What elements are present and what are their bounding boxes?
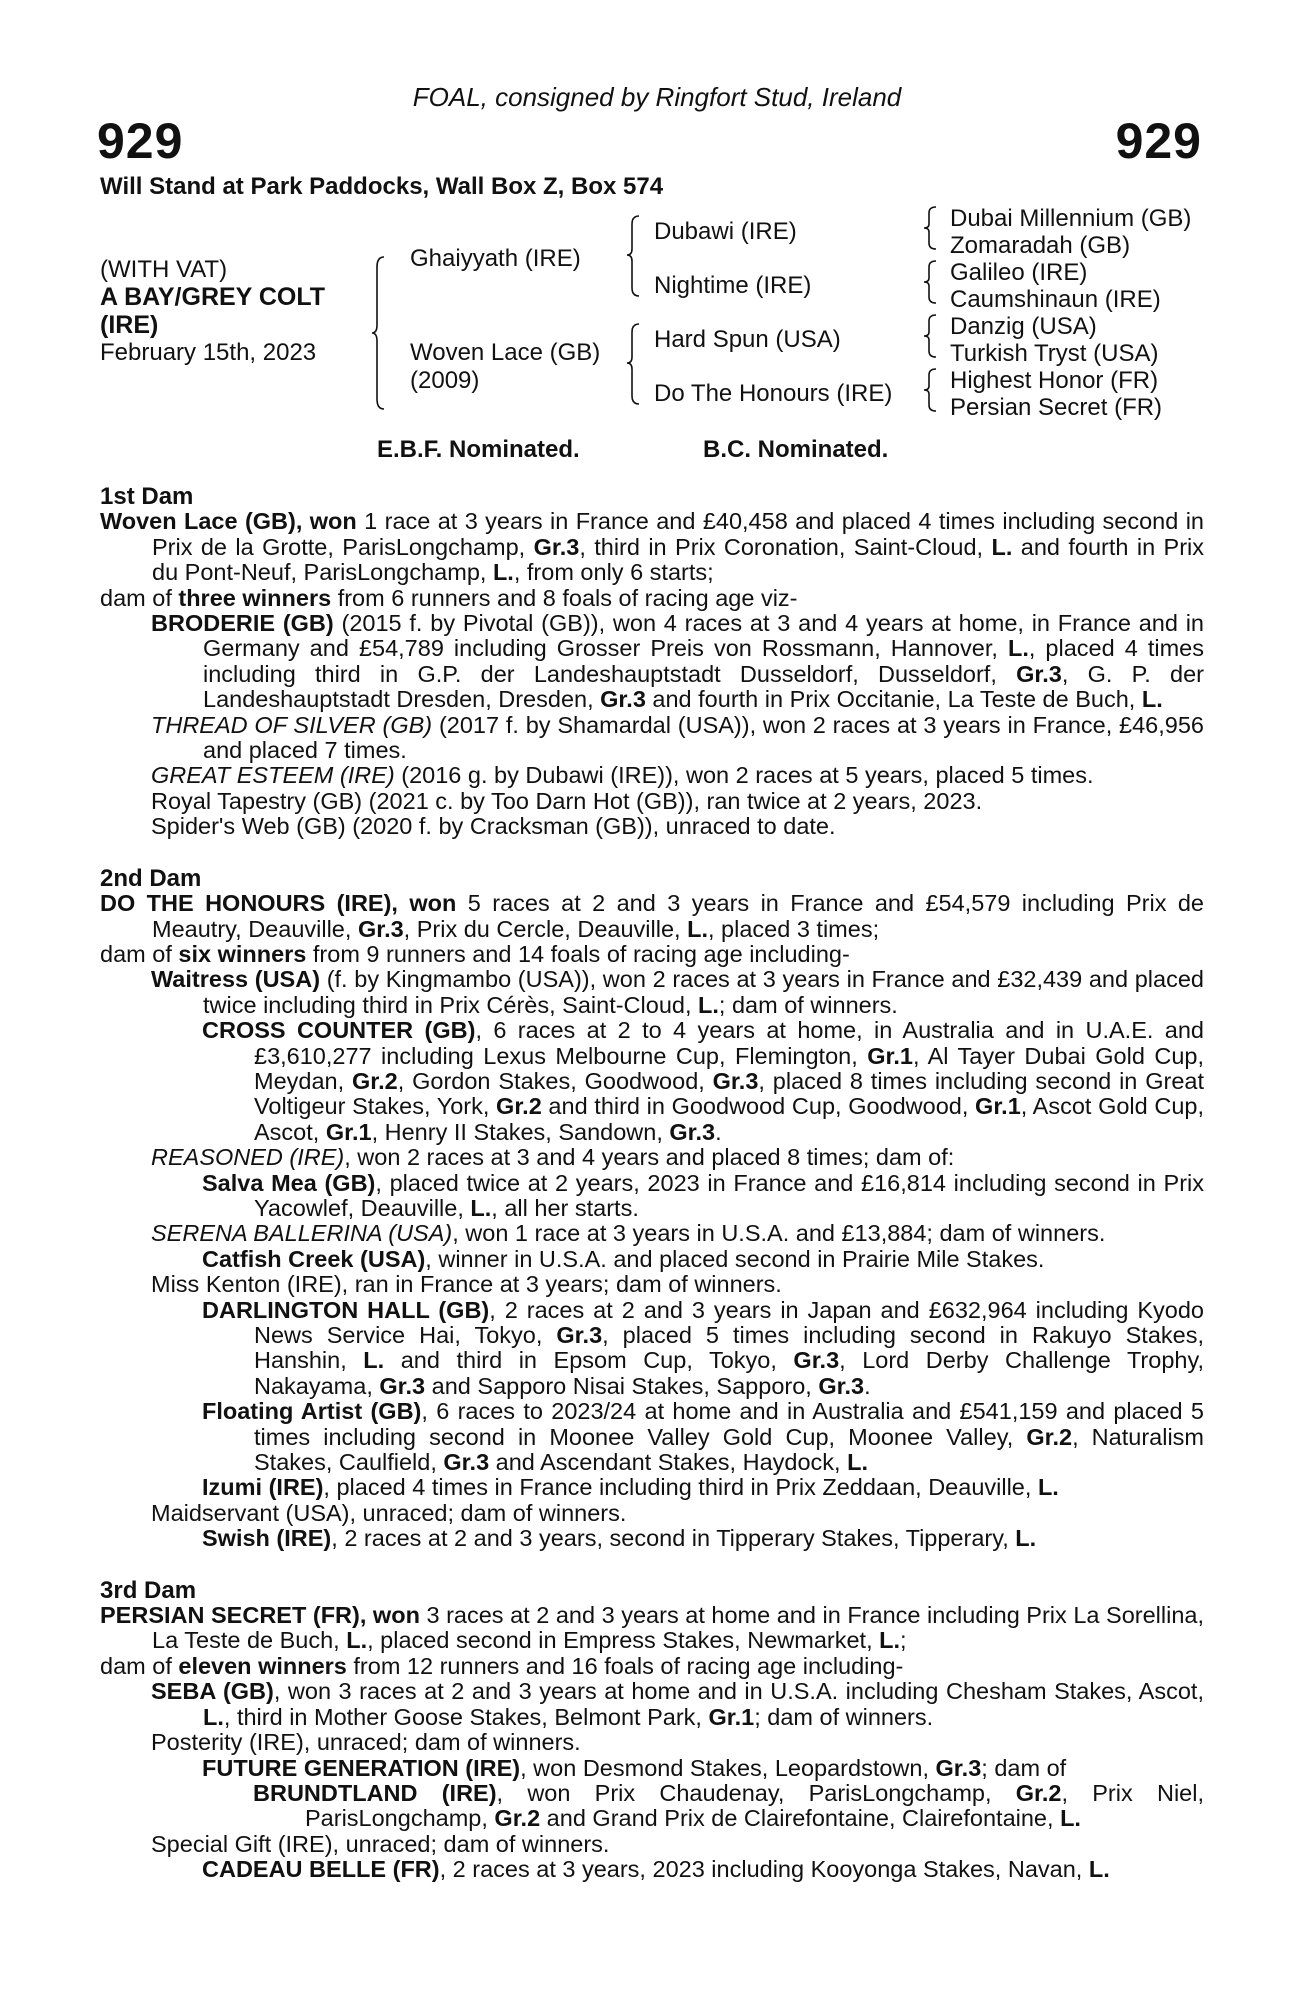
entry-text: , Prix Niel, ParisLongchamp, [305,1779,1204,1832]
pedigree-bracket-g3 [924,313,938,361]
entry-text: 1 race at 3 years in France and £40,458 and placed 4 times including second in Prix de la Grotte, ParisLongchamp, [152,508,1204,560]
family-entry [100,611,1204,713]
entry-text: Gr.2 [1015,1779,1062,1806]
entry-text: Gr.2 [496,1093,542,1120]
pedigree-dam-sire: Hard Spun (USA) [654,326,841,353]
pedigree-sire: Ghaiyyath (IRE) [410,245,581,272]
entry-text: , 2 races at 2 and 3 years in Japan and £632,964 including Kyodo News Service Hai, Tokyo, [254,1296,1204,1348]
foaling-date: February 15th, 2023 [100,339,317,366]
pedigree-g8: Persian Secret (FR) [950,394,1163,421]
entry-text: . [715,1118,722,1145]
entry-text: from 12 runners and 16 foals of racing age including- [346,1652,904,1679]
family-entry [100,1171,1204,1222]
entry-text: , placed twice at 2 years, 2023 in France and £16,814 including second in Prix Yacowlef, Deauville, [254,1169,1204,1221]
family-entry [100,1832,1204,1857]
entry-text: BRODERIE (GB) [151,610,334,637]
entry-text: Gr.3 [600,686,646,713]
entry-text: (2015 f. by Pivotal (GB)), won 4 races at 3 and 4 years at home, in France and in Germany and £54,789 including Grosser Preis von Rossmann, Hannover, [203,610,1204,662]
entry-text: , 6 races at 2 to 4 years at home, in Australia and in U.A.E. and £3,610,277 including Lexus Melbourne Cup, Flemington, [254,1017,1204,1069]
horse-description: A BAY/GREY COLT [100,283,326,311]
entry-text: , G. P. der Landeshauptstadt Dresden, Dresden, [203,660,1204,713]
entry-text: Gr.3 [443,1449,490,1476]
pedigree-bracket-g4 [924,367,938,415]
section-gap [100,840,1204,866]
entry-text: L. [991,533,1013,560]
entry-text: Gr.3 [533,533,580,560]
entry-text: , won 2 races at 3 and 4 years and placed 8 times; dam of: [344,1144,955,1171]
entry-text: (2016 g. by Dubawi (IRE)), won 2 races at 5 years, placed 5 times. [394,762,1094,789]
entry-text: L. [1015,1525,1037,1552]
family-entry [100,1781,1204,1832]
entry-text: FUTURE GENERATION (IRE) [202,1754,521,1781]
entry-text: , won 3 races at 2 and 3 years at home and in U.S.A. including Chesham Stakes, Ascot, [273,1678,1204,1705]
entry-text: BRUNDTLAND (IRE) [253,1779,497,1806]
entry-text: , third in Mother Goose Stakes, Belmont Park, [223,1703,709,1730]
family-entry [100,1145,1204,1170]
pedigree-bracket-dam [627,322,641,408]
entry-text: and Sapporo Nisai Stakes, Sapporo, [425,1372,819,1399]
entry-text: Catfish Creek (USA) [202,1245,426,1272]
pedigree-sire-dam: Nightime (IRE) [654,272,812,299]
bc-nomination: B.C. Nominated. [703,436,889,463]
entry-text: DO THE HONOURS (IRE), won [100,890,457,917]
family-entry [100,586,1204,611]
entry-text: , winner in U.S.A. and placed second in Prairie Mile Stakes. [425,1245,1045,1272]
entry-text: , placed 8 times including second in Great Voltigeur Stakes, York, [254,1067,1204,1120]
entry-text: , Al Tayer Dubai Gold Cup, Meydan, [254,1042,1204,1094]
entry-text: Gr.3 [669,1118,716,1145]
pedigree-g1: Dubai Millennium (GB) [950,205,1192,232]
family-entry [100,1679,1204,1730]
entry-text: ; dam of [981,1754,1067,1781]
entry-text: Royal Tapestry (GB) (2021 c. by Too Darn Hot (GB)), ran twice at 2 years, 2023. [151,787,983,814]
family-entry [100,509,1204,585]
entry-text: Izumi (IRE) [202,1474,324,1501]
entry-text: and fourth in Prix Occitanie, La Teste de Buch, [645,686,1142,713]
family-entry [100,1221,1204,1246]
family-entry [100,1730,1204,1755]
entry-text: dam of [100,940,179,967]
entry-text: Gr.2 [494,1805,541,1832]
entry-text: Gr.3 [379,1372,426,1399]
section-heading: 2nd Dam [100,864,202,892]
entry-text: ; dam of winners. [718,991,898,1018]
entry-text: and fourth in Prix du Pont-Neuf, ParisLongchamp, [152,533,1204,586]
entry-text: three winners [178,584,332,611]
entry-text: L. [492,559,514,586]
entry-text: Gr.3 [935,1754,982,1781]
entry-text: Miss Kenton (IRE), ran in France at 3 years; dam of winners. [151,1271,782,1298]
entry-text: Gr.1 [325,1118,372,1145]
entry-text: and third in Goodwood Cup, Goodwood, [541,1093,976,1120]
pedigree-g3: Galileo (IRE) [950,259,1088,286]
entry-text: THREAD OF SILVER (GB) [151,711,433,738]
entry-text: , Henry II Stakes, Sandown, [371,1118,670,1145]
pedigree-dam-dam: Do The Honours (IRE) [654,380,893,407]
family-entry [100,1272,1204,1297]
family-entry [100,1857,1204,1882]
entry-text: , placed 4 times including third in G.P. der Landeshauptstadt Dusseldorf, Dusseldorf, [203,635,1204,687]
entry-text: Gr.3 [818,1372,865,1399]
entry-text: from 9 runners and 14 foals of racing age including- [306,940,850,967]
entry-text: . [864,1372,871,1399]
family-entry [100,1756,1204,1781]
pedigree-g4: Caumshinaun (IRE) [950,286,1161,313]
lot-number-right: 929 [1115,113,1202,169]
vat-label: (WITH VAT) [100,256,228,283]
entry-text: DARLINGTON HALL (GB) [202,1296,490,1323]
entry-text: CADEAU BELLE (FR) [202,1856,440,1883]
family-entry [100,1603,1204,1654]
pedigree-dam: Woven Lace (GB) [410,339,601,366]
entry-text: (f. by Kingmambo (USA)), won 2 races at 3 years in France and £32,439 and placed twice including third in Prix Cérès, Saint-Cloud, [203,966,1204,1018]
section-gap [100,1552,1204,1578]
family-entry [100,1399,1204,1475]
pedigree-bracket-g2 [924,259,938,307]
entry-text: six winners [178,940,307,967]
entry-text: Spider's Web (GB) (2020 f. by Cracksman (GB)), unraced to date. [151,813,836,840]
entry-text: SEBA (GB) [151,1678,274,1705]
pedigree-g7: Highest Honor (FR) [950,367,1159,394]
pedigree-g6: Turkish Tryst (USA) [950,340,1159,367]
entry-text: ; [900,1627,907,1654]
entry-text: L. [879,1627,901,1654]
family-entry [100,1501,1204,1526]
entry-text: GREAT ESTEEM (IRE) [151,762,395,789]
entry-text: and Ascendant Stakes, Haydock, [489,1449,848,1476]
entry-text: dam of [100,1652,179,1679]
pedigree-g2: Zomaradah (GB) [950,232,1131,259]
entry-text: ; dam of winners. [754,1703,934,1730]
section-heading: 3rd Dam [100,1576,197,1604]
entry-text: L. [1007,635,1029,662]
pedigree-bracket-g1 [924,205,938,253]
entry-text: Gr.2 [352,1067,398,1094]
entry-text: L. [363,1347,385,1374]
entry-text: 5 races at 2 and 3 years in France and £54,579 including Prix de Meautry, Deauville, [152,890,1205,942]
pedigree-bracket-sire [627,214,641,300]
entry-text: L. [1060,1805,1081,1832]
family-entry [100,763,1204,788]
entry-text: , won Desmond Stakes, Leopardstown, [520,1754,936,1781]
stabling-location: Will Stand at Park Paddocks, Wall Box Z, Box 574 [100,173,664,200]
entry-text: , 2 races at 3 years, 2023 including Kooyonga Stakes, Navan, [439,1856,1089,1883]
entry-text: , 6 races to 2023/24 at home and in Australia and £541,159 and placed 5 times including second in Moonee Valley Gold Cup, Moonee Valley, [254,1398,1204,1450]
family-entry [100,789,1204,814]
family-entry [100,967,1204,1018]
entry-text: , won 1 race at 3 years in U.S.A. and £13,884; dam of winners. [452,1220,1106,1247]
entry-text: L. [1037,1474,1059,1501]
entry-text: L. [687,915,708,942]
entry-text: L. [1088,1856,1110,1883]
entry-text: , Lord Derby Challenge Trophy, Nakayama, [254,1347,1205,1399]
entry-text: Woven Lace (GB), won [100,508,357,535]
family-entry [100,814,1204,839]
consignor-line: FOAL, consigned by Ringfort Stud, Ireland [412,82,902,112]
entry-text: SERENA BALLERINA (USA) [151,1220,453,1247]
entry-text: L. [847,1449,868,1476]
entry-text: , from only 6 starts; [513,559,714,586]
entry-text: , all her starts. [491,1194,639,1221]
entry-text: Maidservant (USA), unraced; dam of winners. [151,1499,627,1526]
entry-text: Special Gift (IRE), unraced; dam of winners. [151,1830,610,1857]
entry-text: L. [1141,686,1163,713]
entry-text: Gr.3 [793,1347,840,1374]
entry-text: and Grand Prix de Clairefontaine, Clairefontaine, [540,1805,1061,1832]
entry-text: Gr.3 [556,1322,603,1348]
entry-text: Posterity (IRE), unraced; dam of winners. [151,1729,581,1756]
entry-text: Gr.3 [357,915,404,942]
entry-text: L. [698,991,719,1018]
entry-text: , placed 5 times including second in Rakuyo Stakes, Hanshin, [254,1322,1204,1374]
entry-text: REASONED (IRE) [151,1144,345,1171]
pedigree-dam-year: (2009) [410,367,480,394]
entry-text: , Gordon Stakes, Goodwood, [397,1067,713,1094]
entry-text: , placed second in Empress Stakes, Newmarket, [367,1627,880,1654]
entry-text: (2017 f. by Shamardal (USA)), won 2 races at 3 years in France, £46,956 and placed 7 times. [203,711,1204,764]
family-entry [100,891,1204,942]
entry-text: Gr.3 [1016,660,1062,687]
entry-text: , placed 4 times in France including third in Prix Zeddaan, Deauville, [323,1474,1038,1501]
entry-text: L. [346,1627,368,1654]
family-entry [100,1526,1204,1551]
entry-text: from 6 runners and 8 foals of racing age viz- [331,584,798,611]
pedigree-g5: Danzig (USA) [950,313,1097,340]
family-entry [100,942,1204,967]
entry-text: Gr.1 [975,1093,1021,1120]
entry-text: , placed 3 times; [707,915,880,942]
entry-text: PERSIAN SECRET (FR), won [100,1602,420,1629]
pedigree-bracket-main [372,255,386,411]
entry-text: Salva Mea (GB) [202,1169,376,1196]
entry-text: dam of [100,584,179,611]
entry-text: eleven winners [178,1652,347,1679]
pedigree-sire-sire: Dubawi (IRE) [654,218,797,245]
family-entry [100,1018,1204,1145]
entry-text: , 2 races at 2 and 3 years, second in Tipperary Stakes, Tipperary, [331,1525,1016,1552]
entry-text: , Naturalism Stakes, Caulfield, [254,1423,1204,1476]
family-history [100,484,1204,1883]
entry-text: 3 races at 2 and 3 years at home and in France including Prix La Sorellina, La Teste de Buch, [152,1602,1204,1654]
family-entry [100,1298,1204,1400]
entry-text: Swish (IRE) [202,1525,332,1552]
entry-text: Waitress (USA) [151,966,321,993]
horse-country: (IRE) [100,311,159,339]
entry-text: Gr.3 [712,1067,759,1094]
family-entry [100,713,1204,764]
entry-text: , Prix du Cercle, Deauville, [403,915,688,942]
entry-text: , won Prix Chaudenay, ParisLongchamp, [496,1779,1016,1806]
entry-text: Gr.1 [867,1042,913,1069]
ebf-nomination: E.B.F. Nominated. [377,436,580,463]
lot-number-left: 929 [97,113,184,169]
entry-text: Gr.2 [1026,1423,1073,1450]
entry-text: Gr.1 [708,1703,755,1730]
entry-text: Floating Artist (GB) [202,1398,422,1425]
entry-text: L. [470,1194,492,1221]
entry-text: L. [203,1703,224,1730]
family-entry [100,1654,1204,1679]
entry-text: , third in Prix Coronation, Saint-Cloud, [579,533,992,560]
entry-text: CROSS COUNTER (GB) [202,1017,476,1044]
family-entry [100,1247,1204,1272]
entry-text: and third in Epsom Cup, Tokyo, [384,1347,794,1374]
section-heading: 1st Dam [100,483,194,510]
family-entry [100,1475,1204,1500]
entry-text: , Ascot Gold Cup, Ascot, [254,1093,1205,1145]
